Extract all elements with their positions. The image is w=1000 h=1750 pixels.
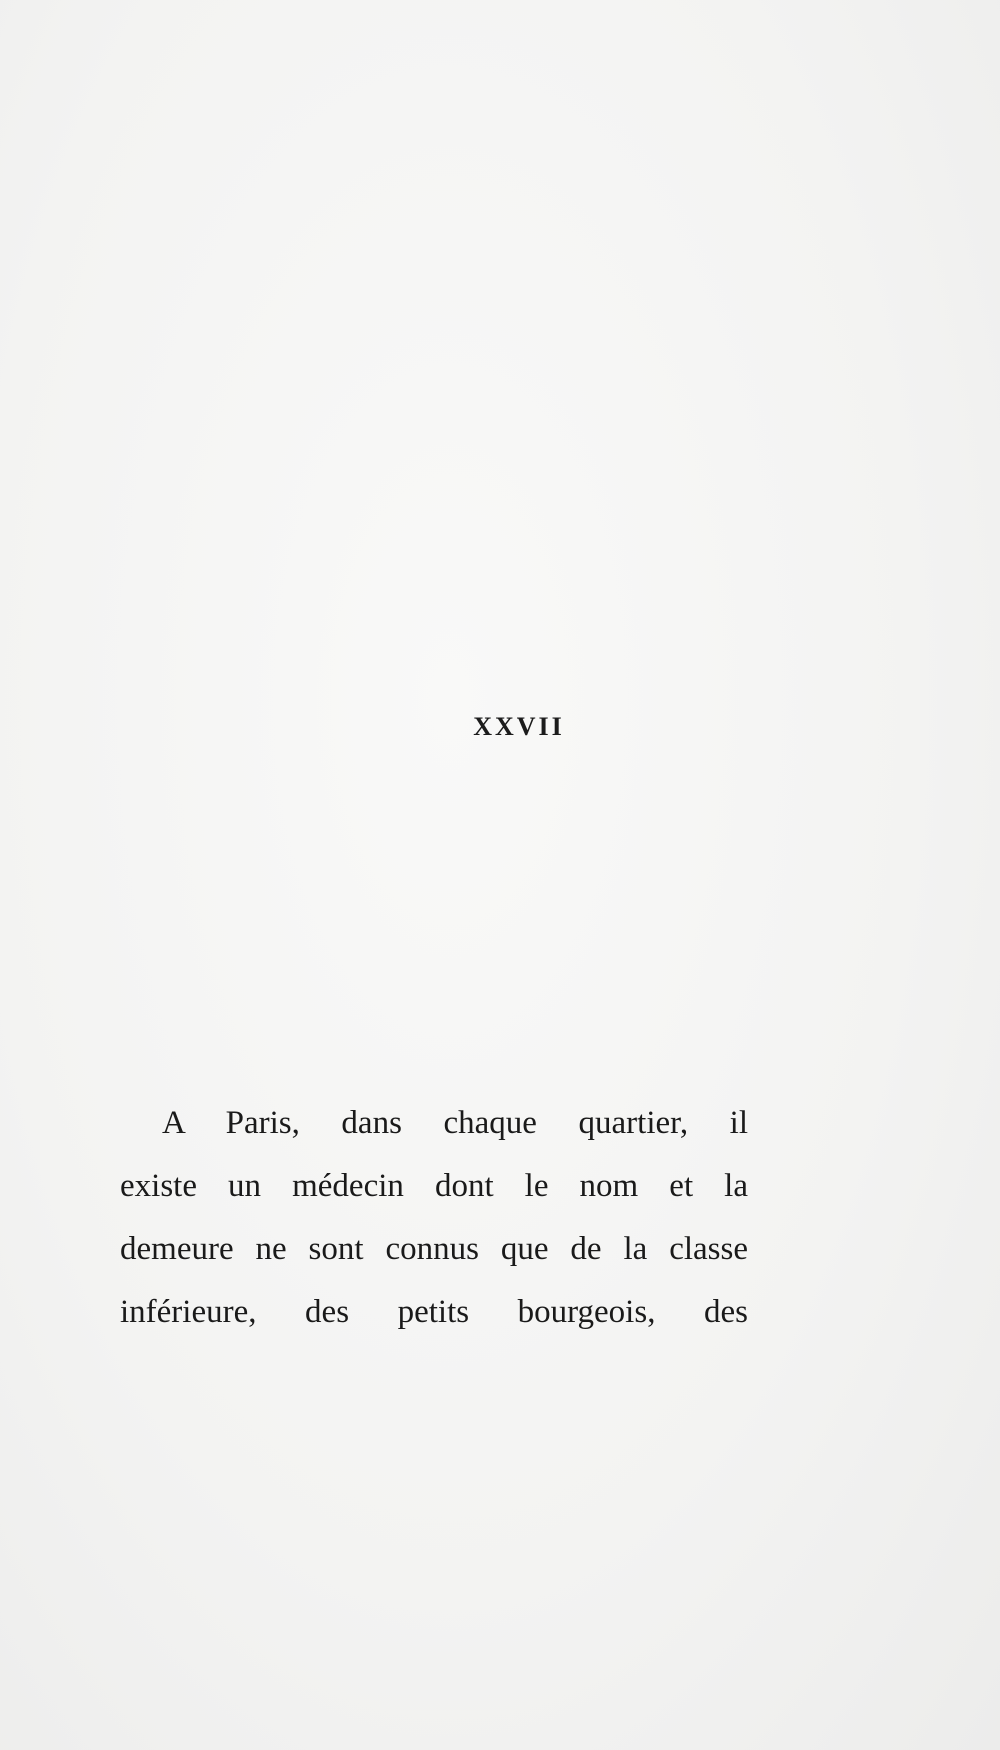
- chapter-heading: XXVII: [473, 712, 565, 741]
- paragraph-line: inférieure, des petits bourgeois, des: [120, 1294, 748, 1330]
- paragraph-line: demeure ne sont connus que de la classe: [120, 1231, 748, 1267]
- paragraph-line: A Paris, dans chaque quartier, il: [162, 1105, 748, 1141]
- paragraph-line: existe un médecin dont le nom et la: [120, 1168, 748, 1204]
- paragraph: [120, 1092, 748, 1344]
